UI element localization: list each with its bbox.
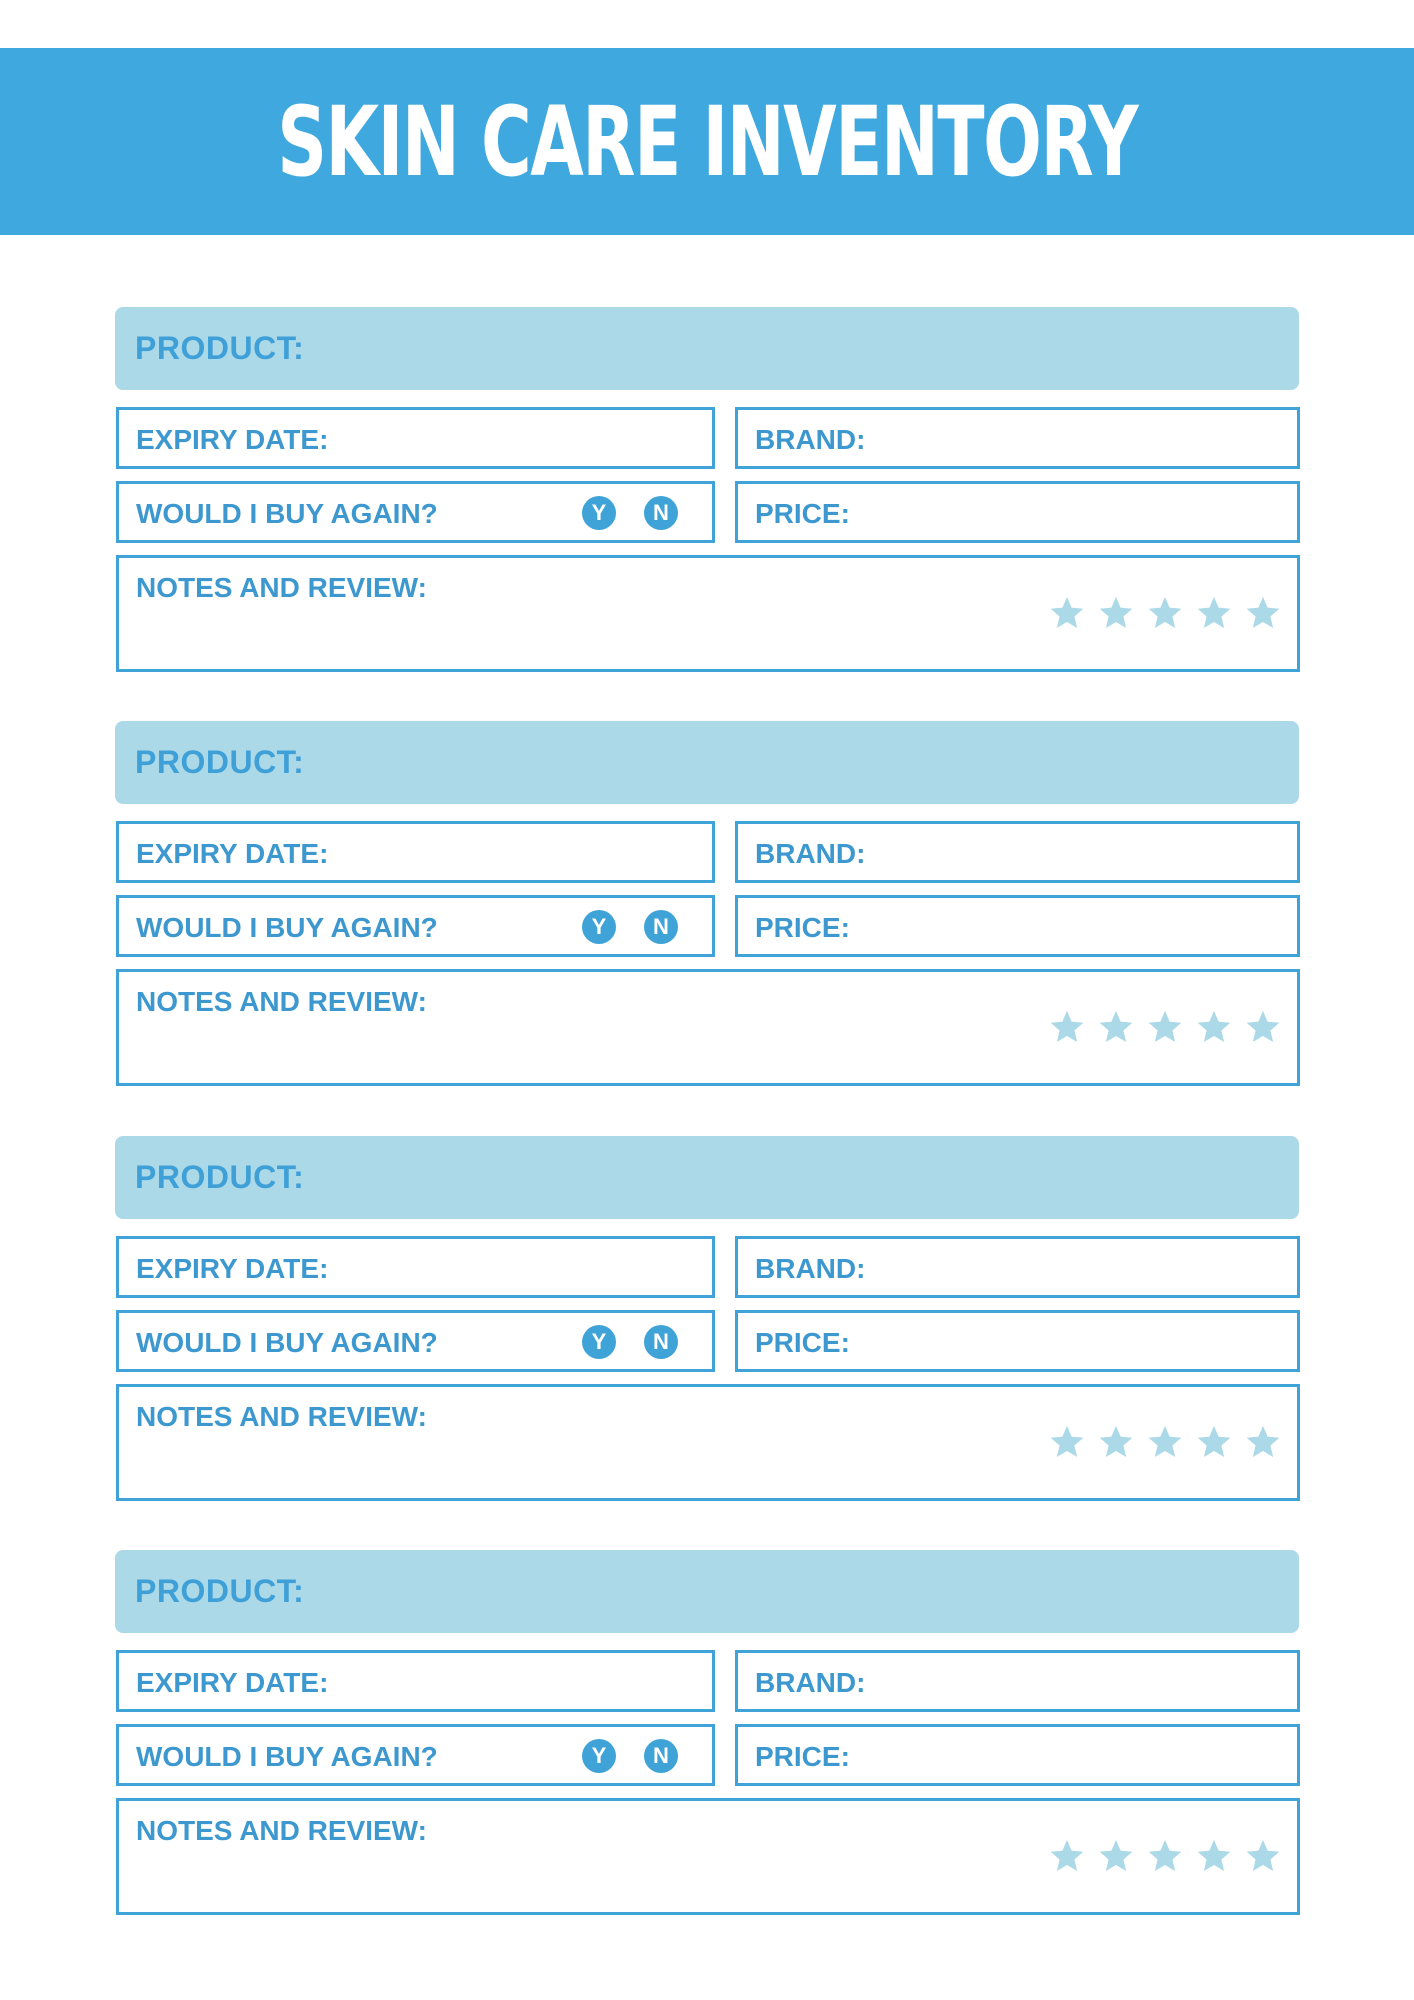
buy-again-field (116, 1310, 715, 1372)
expiry-date-field[interactable] (116, 821, 715, 883)
star-icon[interactable] (1097, 594, 1135, 632)
price-field[interactable] (735, 895, 1300, 957)
product-field[interactable] (115, 721, 1299, 804)
price-label: PRICE: (755, 912, 850, 943)
product-card (115, 1550, 1300, 1915)
star-rating (1048, 1837, 1282, 1875)
star-rating (1048, 594, 1282, 632)
price-field[interactable] (735, 1310, 1300, 1372)
star-icon[interactable] (1146, 1837, 1184, 1875)
star-icon[interactable] (1048, 1837, 1086, 1875)
notes-review-field[interactable] (116, 1384, 1300, 1501)
star-icon[interactable] (1097, 1008, 1135, 1046)
notes-review-label: NOTES AND REVIEW: (136, 572, 427, 603)
product-field[interactable] (115, 1136, 1299, 1219)
no-button[interactable]: N (644, 1739, 678, 1773)
no-button[interactable]: N (644, 1325, 678, 1359)
star-rating (1048, 1423, 1282, 1461)
notes-review-field[interactable] (116, 1798, 1300, 1915)
brand-field[interactable] (735, 1236, 1300, 1298)
star-icon[interactable] (1244, 594, 1282, 632)
header-band (0, 48, 1414, 235)
star-icon[interactable] (1048, 1423, 1086, 1461)
no-button[interactable]: N (644, 496, 678, 530)
star-icon[interactable] (1195, 1423, 1233, 1461)
buy-again-field (116, 1724, 715, 1786)
brand-label: BRAND: (755, 1667, 866, 1698)
star-icon[interactable] (1097, 1423, 1135, 1461)
product-card (115, 721, 1300, 1086)
product-card (115, 1136, 1300, 1501)
yes-button[interactable]: Y (582, 496, 616, 530)
star-icon[interactable] (1244, 1008, 1282, 1046)
price-label: PRICE: (755, 1741, 850, 1772)
star-icon[interactable] (1048, 594, 1086, 632)
product-field[interactable] (115, 1550, 1299, 1633)
buy-again-label: WOULD I BUY AGAIN? (136, 498, 438, 529)
star-icon[interactable] (1048, 1008, 1086, 1046)
star-icon[interactable] (1146, 594, 1184, 632)
yes-button[interactable]: Y (582, 910, 616, 944)
notes-review-label: NOTES AND REVIEW: (136, 1401, 427, 1432)
star-icon[interactable] (1195, 1008, 1233, 1046)
notes-review-field[interactable] (116, 969, 1300, 1086)
price-field[interactable] (735, 1724, 1300, 1786)
product-label: PRODUCT: (135, 1573, 305, 1609)
buy-again-field (116, 895, 715, 957)
product-field[interactable] (115, 307, 1299, 390)
buy-again-label: WOULD I BUY AGAIN? (136, 1741, 438, 1772)
no-button[interactable]: N (644, 910, 678, 944)
notes-review-label: NOTES AND REVIEW: (136, 986, 427, 1017)
yes-button[interactable]: Y (582, 1325, 616, 1359)
page-title: SKIN CARE INVENTORY (277, 85, 1137, 198)
star-icon[interactable] (1146, 1008, 1184, 1046)
star-icon[interactable] (1195, 1837, 1233, 1875)
star-icon[interactable] (1146, 1423, 1184, 1461)
buy-again-label: WOULD I BUY AGAIN? (136, 1327, 438, 1358)
buy-again-label: WOULD I BUY AGAIN? (136, 912, 438, 943)
brand-field[interactable] (735, 1650, 1300, 1712)
price-field[interactable] (735, 481, 1300, 543)
brand-field[interactable] (735, 407, 1300, 469)
brand-field[interactable] (735, 821, 1300, 883)
star-icon[interactable] (1195, 594, 1233, 632)
notes-review-label: NOTES AND REVIEW: (136, 1815, 427, 1846)
product-label: PRODUCT: (135, 1159, 305, 1195)
expiry-date-field[interactable] (116, 1650, 715, 1712)
expiry-date-label: EXPIRY DATE: (136, 1253, 329, 1284)
buy-again-field (116, 481, 715, 543)
product-label: PRODUCT: (135, 744, 305, 780)
product-card (115, 307, 1300, 672)
yes-button[interactable]: Y (582, 1739, 616, 1773)
brand-label: BRAND: (755, 1253, 866, 1284)
expiry-date-field[interactable] (116, 1236, 715, 1298)
star-icon[interactable] (1244, 1423, 1282, 1461)
price-label: PRICE: (755, 1327, 850, 1358)
price-label: PRICE: (755, 498, 850, 529)
star-icon[interactable] (1244, 1837, 1282, 1875)
expiry-date-label: EXPIRY DATE: (136, 424, 329, 455)
brand-label: BRAND: (755, 424, 866, 455)
product-label: PRODUCT: (135, 330, 305, 366)
brand-label: BRAND: (755, 838, 866, 869)
expiry-date-label: EXPIRY DATE: (136, 1667, 329, 1698)
expiry-date-field[interactable] (116, 407, 715, 469)
expiry-date-label: EXPIRY DATE: (136, 838, 329, 869)
star-icon[interactable] (1097, 1837, 1135, 1875)
star-rating (1048, 1008, 1282, 1046)
notes-review-field[interactable] (116, 555, 1300, 672)
